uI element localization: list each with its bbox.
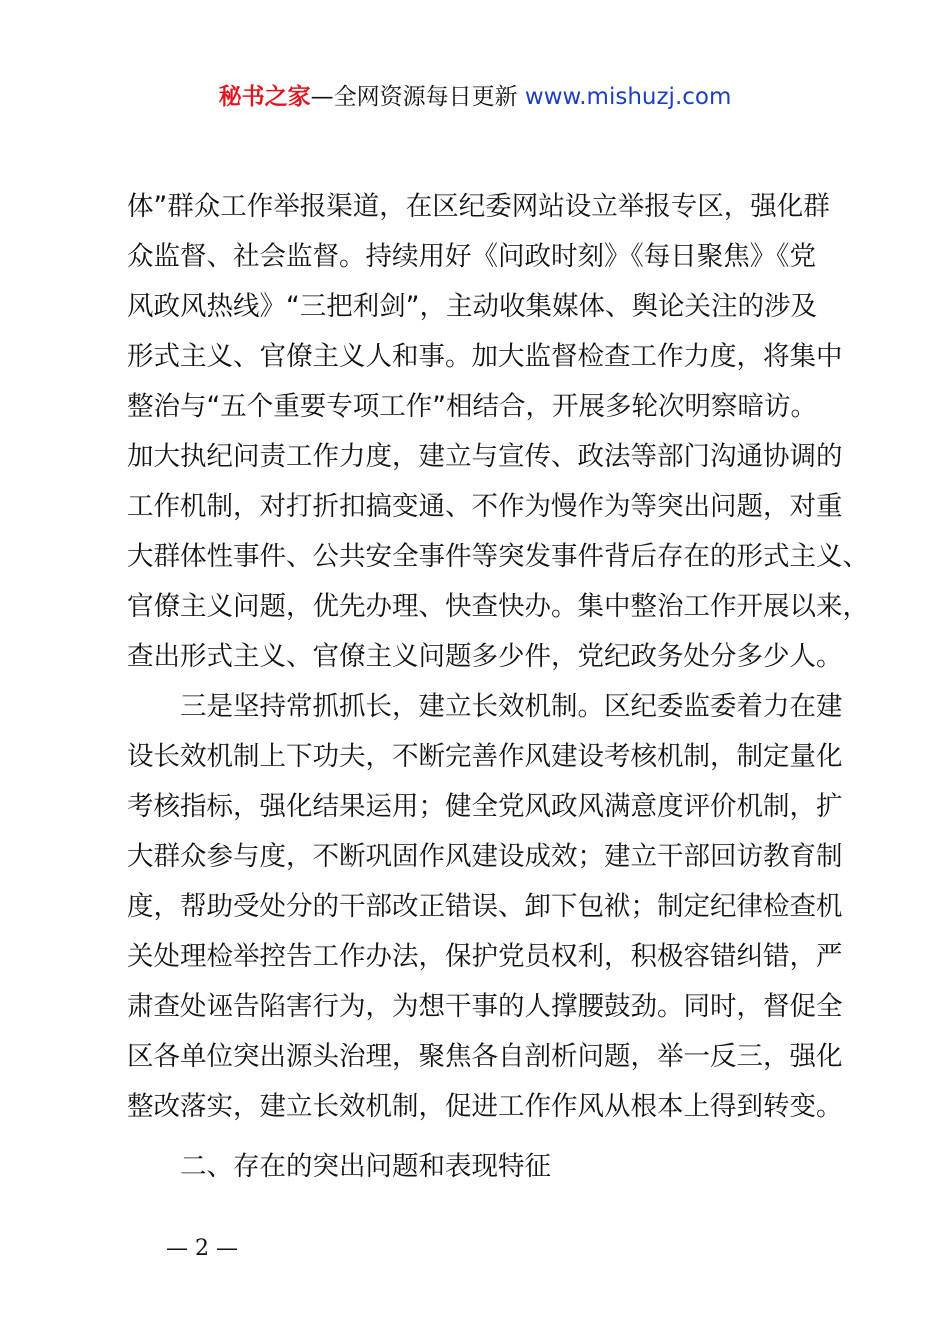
paragraph-line: 风政风热线》“三把利剑”，主动收集媒体、舆论关注的涉及 xyxy=(127,291,817,322)
paragraph-line: 众监督、社会监督。持续用好《问政时刻》《每日聚焦》《党 xyxy=(127,241,816,272)
paragraph-line: 加大执纪问责工作力度，建立与宣传、政法等部门沟通协调的 xyxy=(127,441,843,472)
spacer xyxy=(127,1132,839,1142)
paragraph-line: 考核指标，强化结果运用；健全党风政风满意度评价机制，扩 xyxy=(127,791,843,822)
paragraph-line: 形式主义、官僚主义人和事。加大监督检查工作力度，将集中 xyxy=(127,341,843,372)
paragraph-line: 整改落实，建立长效机制，促进工作作风从根本上得到转变。 xyxy=(127,1091,843,1122)
paragraph-first-line: 三是坚持常抓抓长，建立长效机制。区纪委监委着力在建 xyxy=(180,691,843,722)
paragraph-line: 工作机制，对打折扣搞变通、不作为慢作为等突出问题，对重 xyxy=(127,491,843,522)
paragraph-line: 体”群众工作举报渠道，在区纪委网站设立举报专区，强化群 xyxy=(127,191,830,222)
paragraph-line: 整治与“五个重要专项工作”相结合，开展多轮次明察暗访。 xyxy=(127,391,817,422)
site-brand: 秘书之家 xyxy=(218,84,311,110)
paragraph-line: 区各单位突出源头治理，聚焦各自剖析问题，举一反三，强化 xyxy=(127,1041,843,1072)
paragraph-line: 大群众参与度，不断巩固作风建设成效；建立干部回访教育制 xyxy=(127,841,843,872)
paragraph-line: 查出形式主义、官僚主义问题多少件，党纪政务处分多少人。 xyxy=(127,641,843,672)
paragraph-line: 关处理检举控告工作办法，保护党员权利，积极容错纠错，严 xyxy=(127,941,843,972)
site-tagline: —全网资源每日更新 xyxy=(310,84,518,110)
document-body xyxy=(127,182,869,1192)
paragraph-line: 设长效机制上下功夫，不断完善作风建设考核机制，制定量化 xyxy=(127,741,843,772)
paragraph-line: 肃查处诬告陷害行为，为想干事的人撑腰鼓劲。同时，督促全 xyxy=(127,991,843,1022)
site-url-link[interactable]: www.mishuzj.com xyxy=(524,84,732,110)
section-heading: 二、存在的突出问题和表现特征 xyxy=(180,1151,551,1182)
paragraph-line: 官僚主义问题，优先办理、快查快办。集中整治工作开展以来， xyxy=(127,591,869,622)
site-header xyxy=(0,80,950,114)
page-number: — 2 — xyxy=(166,1236,238,1261)
paragraph-line: 大群体性事件、公共安全事件等突发事件背后存在的形式主义、 xyxy=(127,541,869,572)
paragraph-line: 度，帮助受处分的干部改正错误、卸下包袱；制定纪律检查机 xyxy=(127,891,843,922)
